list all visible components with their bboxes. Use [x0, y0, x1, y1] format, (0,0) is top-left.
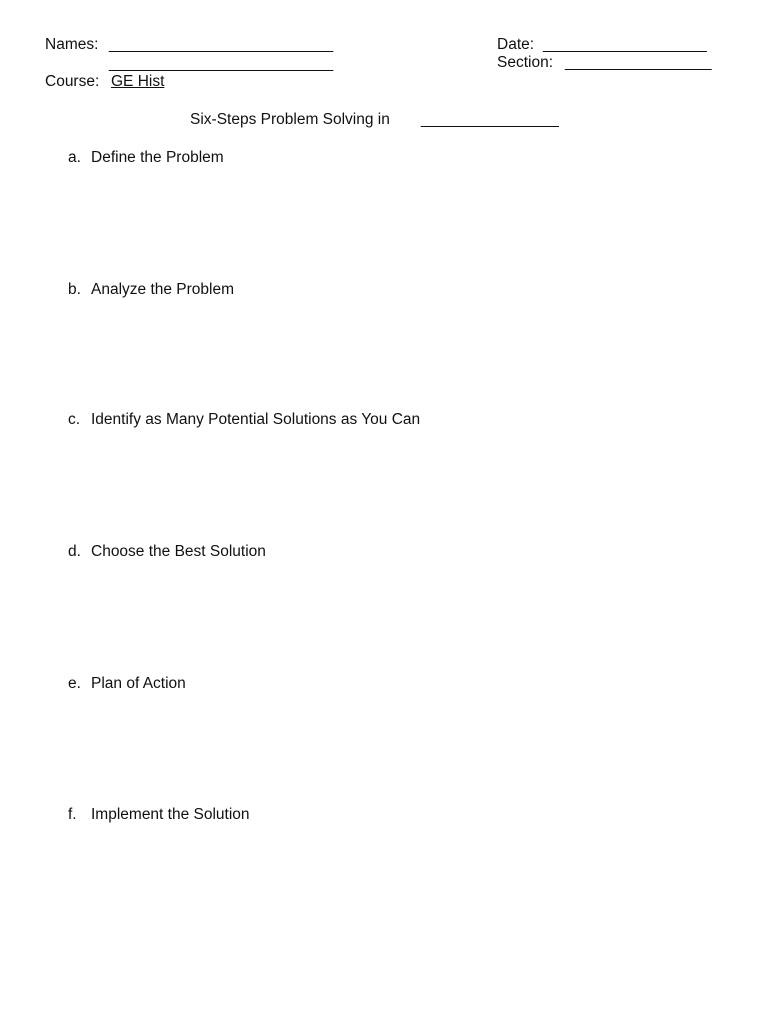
course-value: GE Hist: [111, 73, 165, 90]
section-line: _________________: [565, 54, 712, 71]
step-text: Define the Problem: [91, 149, 224, 166]
step-text: Plan of Action: [91, 675, 186, 692]
step-letter: c.: [68, 411, 81, 428]
course-label: Course:: [45, 73, 100, 90]
step-letter: d.: [68, 543, 81, 560]
step-letter: a.: [68, 149, 81, 166]
step-letter: f.: [68, 806, 77, 823]
step-text: Implement the Solution: [91, 806, 250, 823]
step-text: Choose the Best Solution: [91, 543, 266, 560]
date-line: ___________________: [543, 36, 707, 53]
step-letter: e.: [68, 675, 81, 692]
title-text: Six-Steps Problem Solving in: [190, 111, 390, 128]
names-label: Names:: [45, 36, 99, 53]
date-label: Date:: [497, 36, 535, 53]
names-line-2: __________________________: [109, 55, 334, 72]
step-text: Identify as Many Potential Solutions as You Can: [91, 411, 421, 428]
step-letter: b.: [68, 281, 81, 298]
section-label: Section:: [497, 54, 554, 71]
step-text: Analyze the Problem: [91, 281, 235, 298]
title-blank: ________________: [421, 111, 559, 128]
names-line-1: __________________________: [109, 36, 334, 53]
